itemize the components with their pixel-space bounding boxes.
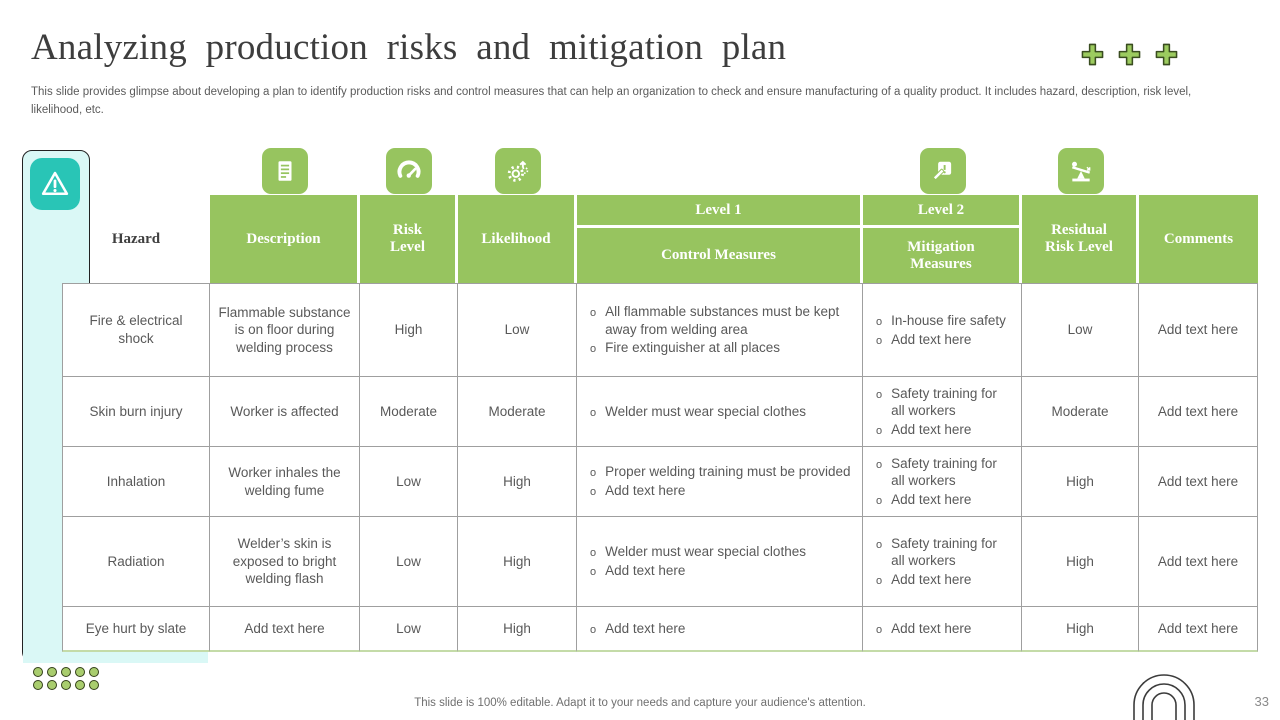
measure-item <box>590 303 854 338</box>
measure-list <box>590 620 854 638</box>
measure-text: All flammable substances must be kept away from welding area <box>605 304 840 337</box>
measure-text: In-house fire safety <box>891 312 1006 328</box>
dot-grid-decoration <box>33 667 99 690</box>
control-measures-cell <box>577 377 863 447</box>
gears-icon <box>505 158 531 184</box>
bullet-marker: o <box>590 547 597 560</box>
bullet-marker: o <box>876 494 883 507</box>
bullet-marker: o <box>876 315 883 328</box>
measure-list <box>876 535 1013 589</box>
col-header-level1: Level 1 <box>577 195 863 228</box>
col-header-risk-level-label: Risk Level <box>390 222 425 255</box>
balance-icon <box>1068 158 1094 184</box>
measure-list <box>876 385 1013 439</box>
dot-icon <box>75 667 85 677</box>
bullet-marker: o <box>876 424 883 437</box>
description-cell: Welder’s skin is exposed to bright welding flash <box>210 517 360 607</box>
page-title: Analyzing production risks and mitigation plan <box>31 27 787 68</box>
col-header-mitigation-measures-label: Mitigation Measures <box>907 238 975 272</box>
measure-list <box>876 620 1013 638</box>
measure-text: Fire extinguisher at all places <box>605 340 780 356</box>
measure-item <box>876 312 1013 330</box>
risk-level-column-tab <box>386 148 432 194</box>
comments-cell: Add text here <box>1139 447 1258 517</box>
bullet-marker: o <box>590 406 597 419</box>
likelihood-cell: High <box>458 607 577 652</box>
col-header-level2: Level 2 <box>863 195 1022 228</box>
risk-level-cell: Low <box>360 607 458 652</box>
risk-level-cell: Low <box>360 517 458 607</box>
description-cell: Worker is affected <box>210 377 360 447</box>
measure-item <box>590 482 854 500</box>
hazard-cell: Inhalation <box>62 447 210 517</box>
hazard-cell: Radiation <box>62 517 210 607</box>
measure-item <box>590 403 854 421</box>
measure-text: Welder must wear special clothes <box>605 403 806 419</box>
warning-edit-icon <box>930 158 956 184</box>
measure-item <box>876 385 1013 420</box>
risk-level-cell: Moderate <box>360 377 458 447</box>
residual-risk-column-tab <box>1058 148 1104 194</box>
measure-item <box>876 535 1013 570</box>
measure-item <box>876 331 1013 349</box>
measure-text: Safety training for all workers <box>891 385 997 419</box>
residual-risk-cell: Moderate <box>1022 377 1139 447</box>
col-header-mitigation-measures <box>863 228 1022 283</box>
measure-text: Safety training for all workers <box>891 455 997 489</box>
dot-icon <box>47 680 57 690</box>
measure-text: Add text here <box>891 620 972 636</box>
plus-icon <box>1155 43 1178 66</box>
mitigation-column-tab <box>920 148 966 194</box>
bullet-marker: o <box>590 467 597 480</box>
measure-item <box>876 571 1013 589</box>
measure-item <box>590 339 854 357</box>
measure-text: Add text here <box>891 571 972 587</box>
control-measures-cell <box>577 447 863 517</box>
measure-text: Add text here <box>891 491 972 507</box>
likelihood-cell: High <box>458 517 577 607</box>
measure-item <box>590 543 854 561</box>
table-row <box>62 283 1258 377</box>
warning-triangle-icon <box>40 169 70 199</box>
residual-risk-cell: High <box>1022 517 1139 607</box>
risk-level-cell: High <box>360 283 458 377</box>
description-cell: Worker inhales the welding fume <box>210 447 360 517</box>
hazard-cell: Fire & electrical shock <box>62 283 210 377</box>
residual-risk-cell: Low <box>1022 283 1139 377</box>
comments-cell: Add text here <box>1139 517 1258 607</box>
table-row <box>62 517 1258 607</box>
measure-item <box>876 491 1013 509</box>
measure-item <box>590 562 854 580</box>
likelihood-cell: Moderate <box>458 377 577 447</box>
col-header-residual-risk-label: Residual Risk Level <box>1045 222 1113 255</box>
measure-text: Add text here <box>891 421 972 437</box>
dot-icon <box>47 667 57 677</box>
measure-list <box>590 463 854 499</box>
likelihood-cell: High <box>458 447 577 517</box>
col-header-description: Description <box>210 195 360 283</box>
bullet-marker: o <box>590 343 597 356</box>
measure-list <box>590 403 854 421</box>
col-header-comments: Comments <box>1139 195 1258 283</box>
measure-item <box>876 421 1013 439</box>
hazard-badge <box>30 158 80 210</box>
dot-icon <box>61 680 71 690</box>
measure-text: Safety training for all workers <box>891 535 997 569</box>
fingerprint-decoration <box>1128 672 1200 720</box>
measure-text: Add text here <box>605 483 686 498</box>
gauge-icon <box>396 158 422 184</box>
comments-cell: Add text here <box>1139 283 1258 377</box>
bullet-marker: o <box>876 538 883 551</box>
bullet-marker: o <box>876 388 883 401</box>
control-measures-cell <box>577 607 863 652</box>
risk-level-cell: Low <box>360 447 458 517</box>
mitigation-measures-cell <box>863 517 1022 607</box>
dot-icon <box>33 680 43 690</box>
report-icon <box>272 158 298 184</box>
description-column-tab <box>262 148 308 194</box>
residual-risk-cell: High <box>1022 607 1139 652</box>
dot-icon <box>75 680 85 690</box>
slide-description: This slide provides glimpse about developing a plan to identify production risks and control measures that can help an organization to check and ensure manufacturing of a quality product. It includes hazard, description, risk level, likelihood, etc. <box>31 86 1192 116</box>
col-header-likelihood: Likelihood <box>458 195 577 283</box>
measure-text: Welder must wear special clothes <box>605 544 806 560</box>
table-row <box>62 447 1258 517</box>
measure-item <box>590 463 854 481</box>
description-cell: Add text here <box>210 607 360 652</box>
likelihood-column-tab <box>495 148 541 194</box>
control-measures-cell <box>577 283 863 377</box>
dot-icon <box>61 667 71 677</box>
hazard-cell: Skin burn injury <box>62 377 210 447</box>
measure-text: Proper welding training must be provided <box>605 464 851 480</box>
fingerprint-icon <box>1128 672 1200 720</box>
table-row <box>62 377 1258 447</box>
measure-list <box>590 303 854 357</box>
measure-text: Add text here <box>605 563 686 578</box>
plus-icon <box>1118 43 1141 66</box>
dot-icon <box>33 667 43 677</box>
bullet-marker: o <box>876 334 883 347</box>
bullet-marker: o <box>590 486 597 498</box>
comments-cell: Add text here <box>1139 377 1258 447</box>
measure-list <box>590 543 854 579</box>
description-cell: Flammable substance is on floor during welding process <box>210 283 360 377</box>
bullet-marker: o <box>590 307 597 320</box>
page-number: 33 <box>1254 694 1269 709</box>
measure-item <box>876 455 1013 490</box>
table-header <box>62 195 1258 283</box>
bullet-marker: o <box>876 623 883 636</box>
plus-icon <box>1081 43 1104 66</box>
mitigation-measures-cell <box>863 283 1022 377</box>
col-header-hazard: Hazard <box>111 230 161 247</box>
footer-note: This slide is 100% editable. Adapt it to your needs and capture your audience's attention. <box>414 697 866 709</box>
col-header-risk-level <box>360 195 458 283</box>
risk-mitigation-table <box>62 195 1258 652</box>
bullet-marker: o <box>876 574 883 587</box>
mitigation-measures-cell <box>863 377 1022 447</box>
col-header-control-measures: Control Measures <box>577 228 863 283</box>
measure-list <box>876 455 1013 509</box>
bullet-marker: o <box>590 566 597 578</box>
measure-item <box>876 620 1013 638</box>
table-body <box>62 283 1258 652</box>
measure-list <box>876 312 1013 348</box>
measure-item <box>590 620 854 638</box>
measure-text: Add text here <box>891 331 972 347</box>
dot-icon <box>89 667 99 677</box>
plus-decoration-row <box>1081 43 1178 66</box>
control-measures-cell <box>577 517 863 607</box>
hazard-cell: Eye hurt by slate <box>62 607 210 652</box>
likelihood-cell: Low <box>458 283 577 377</box>
mitigation-measures-cell <box>863 607 1022 652</box>
bullet-marker: o <box>876 458 883 471</box>
measure-text: Add text here <box>605 620 686 636</box>
col-header-residual-risk <box>1022 195 1139 283</box>
mitigation-measures-cell <box>863 447 1022 517</box>
bullet-marker: o <box>590 623 597 636</box>
comments-cell: Add text here <box>1139 607 1258 652</box>
residual-risk-cell: High <box>1022 447 1139 517</box>
dot-icon <box>89 680 99 690</box>
table-row <box>62 607 1258 652</box>
